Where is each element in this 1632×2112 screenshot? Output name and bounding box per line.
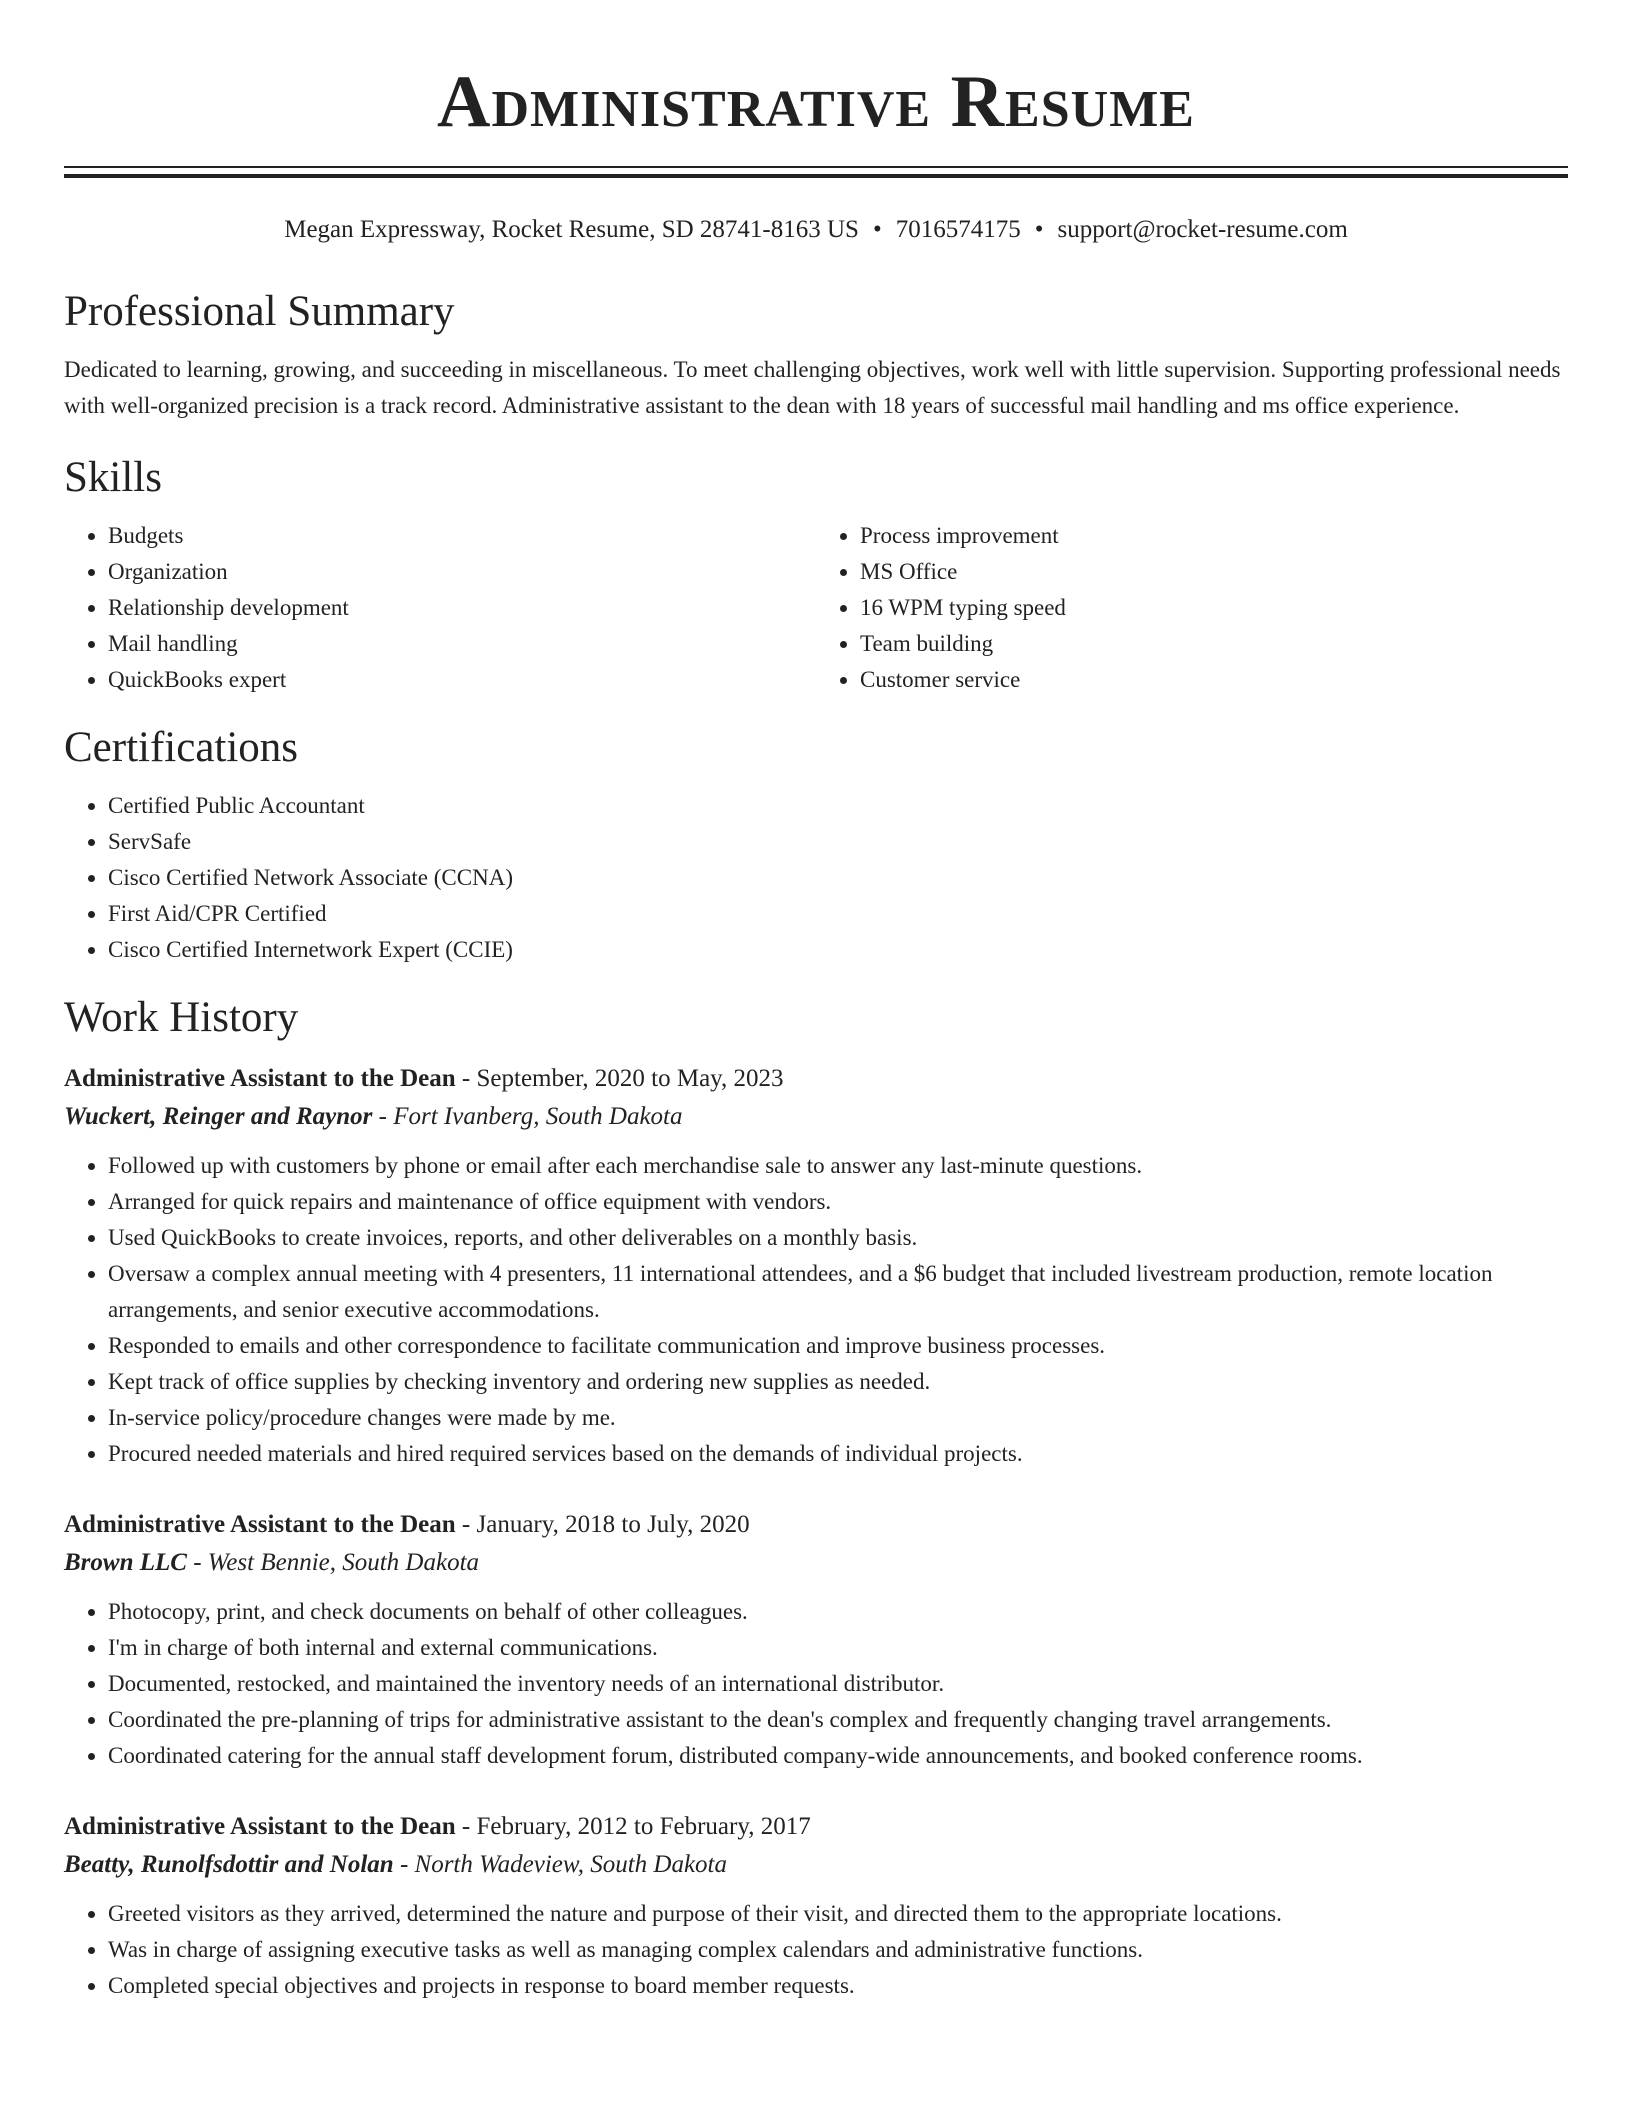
skill-item: • Customer service	[860, 662, 1568, 698]
job-location: - North Wadeview, South Dakota	[393, 1851, 727, 1878]
job-bullet: • Coordinated catering for the annual staff development forum, distributed company-wide announcements, and booked conference rooms.	[108, 1738, 1568, 1774]
skills-list-right	[816, 518, 1568, 698]
skills-list-left	[64, 518, 816, 698]
certifications-list	[64, 788, 1568, 968]
job-bullet: • Coordinated the pre-planning of trips for administrative assistant to the dean's complex and frequently changing travel arrangements.	[108, 1702, 1568, 1738]
skill-item: • 16 WPM typing speed	[860, 590, 1568, 626]
job-location: - Fort Ivanberg, South Dakota	[372, 1103, 683, 1130]
job-title-line	[64, 1506, 1568, 1544]
skills-grid	[64, 518, 1568, 698]
skill-item: • Team building	[860, 626, 1568, 662]
job-bullet: • Followed up with customers by phone or email after each merchandise sale to answer any last-minute questions.	[108, 1148, 1568, 1184]
certification-item: • Cisco Certified Internetwork Expert (CCIE)	[108, 932, 1568, 968]
job-company: Brown LLC	[64, 1549, 187, 1576]
job-company-line	[64, 1846, 1568, 1884]
job-dates: - February, 2012 to February, 2017	[455, 1813, 811, 1840]
job-company-line	[64, 1098, 1568, 1136]
job-bullet: • Used QuickBooks to create invoices, reports, and other deliverables on a monthly basis.	[108, 1220, 1568, 1256]
job-bullets	[64, 1594, 1568, 1774]
skill-item: • Mail handling	[108, 626, 816, 662]
skill-item: • QuickBooks expert	[108, 662, 816, 698]
skills-heading: Skills	[64, 454, 162, 501]
certification-item: • Certified Public Accountant	[108, 788, 1568, 824]
certification-item: • ServSafe	[108, 824, 1568, 860]
job-title-line	[64, 1808, 1568, 1846]
job-title: Administrative Assistant to the Dean	[64, 1511, 456, 1538]
job-bullet: • I'm in charge of both internal and external communications.	[108, 1630, 1568, 1666]
job-entry	[64, 1060, 1568, 1472]
job-bullet: • Completed special objectives and projects in response to board member requests.	[108, 1968, 1568, 2004]
contact-separator: •	[872, 216, 882, 243]
job-title-line	[64, 1060, 1568, 1098]
job-bullet: • Kept track of office supplies by checking inventory and ordering new supplies as needed.	[108, 1364, 1568, 1400]
contact-separator: •	[1034, 216, 1044, 243]
resume-title: Administrative Resume	[437, 61, 1195, 143]
job-bullet: • Was in charge of assigning executive tasks as well as managing complex calendars and administrative functions.	[108, 1932, 1568, 1968]
job-company-line	[64, 1544, 1568, 1582]
contact-email: support@rocket-resume.com	[1057, 216, 1348, 243]
job-title: Administrative Assistant to the Dean	[64, 1065, 456, 1092]
job-bullet: • Procured needed materials and hired required services based on the demands of individual projects.	[108, 1436, 1568, 1472]
job-bullet: • Responded to emails and other correspondence to facilitate communication and improve business processes.	[108, 1328, 1568, 1364]
job-dates: - September, 2020 to May, 2023	[455, 1065, 784, 1092]
skill-item: • Process improvement	[860, 518, 1568, 554]
certification-item: • Cisco Certified Network Associate (CCNA)	[108, 860, 1568, 896]
title-divider	[64, 166, 1568, 178]
job-bullet: • Photocopy, print, and check documents on behalf of other colleagues.	[108, 1594, 1568, 1630]
certifications-heading: Certifications	[64, 724, 299, 771]
job-location: - West Bennie, South Dakota	[186, 1549, 480, 1576]
job-bullets	[64, 1148, 1568, 1472]
job-company: Beatty, Runolfsdottir and Nolan	[64, 1851, 394, 1878]
job-bullet: • Greeted visitors as they arrived, determined the nature and purpose of their visit, and directed them to the appropriate locations.	[108, 1896, 1568, 1932]
job-bullets	[64, 1896, 1568, 2004]
work-history-heading: Work History	[64, 994, 299, 1041]
skill-item: • Budgets	[108, 518, 816, 554]
job-bullet: • Oversaw a complex annual meeting with 4 presenters, 11 international attendees, and a $6 budget that included livestream production, remote location arrangements, and senior executive accommodations.	[108, 1256, 1568, 1328]
contact-phone: 7016574175	[895, 216, 1021, 243]
job-dates: - January, 2018 to July, 2020	[455, 1511, 750, 1538]
job-bullet: • Arranged for quick repairs and maintenance of office equipment with vendors.	[108, 1184, 1568, 1220]
summary-text: Dedicated to learning, growing, and succeeding in miscellaneous. To meet challenging objectives, work well with little supervision. Supporting professional needs with well-organized precision is a track record. Administrative assistant to the dean with 18 years of successful mail handling and ms office experience.	[64, 357, 1561, 418]
contact-address: Megan Expressway, Rocket Resume, SD 28741-8163 US	[284, 216, 859, 243]
certification-item: • First Aid/CPR Certified	[108, 896, 1568, 932]
skill-item: • Relationship development	[108, 590, 816, 626]
contact-line	[64, 214, 1568, 246]
job-company: Wuckert, Reinger and Raynor	[64, 1103, 373, 1130]
job-title: Administrative Assistant to the Dean	[64, 1813, 456, 1840]
skill-item: • MS Office	[860, 554, 1568, 590]
job-bullet: • In-service policy/procedure changes were made by me.	[108, 1400, 1568, 1436]
job-entry	[64, 1808, 1568, 2004]
summary-heading: Professional Summary	[64, 288, 455, 335]
job-entry	[64, 1506, 1568, 1774]
skill-item: • Organization	[108, 554, 816, 590]
job-bullet: • Documented, restocked, and maintained the inventory needs of an international distributor.	[108, 1666, 1568, 1702]
